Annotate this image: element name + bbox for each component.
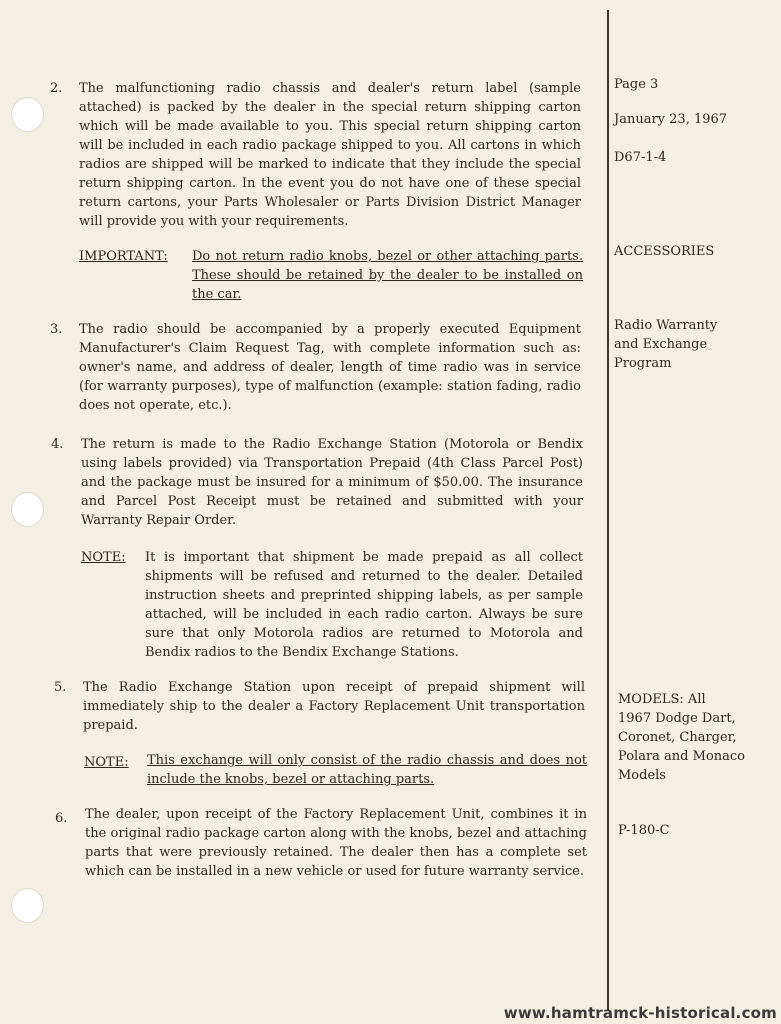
item-text: The Radio Exchange Station upon receipt of prepaid shipment will immediately ship to the dealer a Factory Replacement Unit transportation prepaid.: [83, 680, 585, 733]
item-number: 6.: [55, 811, 68, 826]
binder-hole: [11, 492, 44, 527]
item-number: 3.: [50, 322, 63, 337]
page-number: Page 3: [614, 77, 659, 92]
bulletin-category: ACCESSORIES: [614, 244, 715, 259]
item-text: The dealer, upon receipt of the Factory Replacement Unit, combines it in the original radio package carton along with the knobs, bezel and attaching parts that were previously retained. The dealer then has a complete set which can be installed in a new vehicle or used for future warranty service.: [85, 807, 587, 879]
item-number: 4.: [51, 437, 64, 452]
applicable-models: MODELS: All 1967 Dodge Dart, Coronet, Charger, Polara and Monaco Models: [618, 692, 745, 783]
note-label: NOTE:: [81, 550, 126, 565]
item-text: The malfunctioning radio chassis and dealer's return label (sample attached) is packed by the dealer in the special return shipping carton which will be made available to you. This special return shipping carton will be included in each radio package shipped to you. All cartons in which radios are shipped will be marked to indicate that they include the special return shipping carton. In the event you do not have one of these special return cartons, your Parts Wholesaler or Parts Division District Manager will provide you with your requirements.: [79, 81, 581, 229]
note-text: This exchange will only consist of the radio chassis and does not include the knobs, bezel or attaching parts.: [147, 753, 587, 787]
binder-hole: [11, 97, 44, 132]
bulletin-subject: Radio Warranty and Exchange Program: [614, 318, 718, 371]
bulletin-date: January 23, 1967: [614, 112, 728, 127]
item-text: The return is made to the Radio Exchange Station (Motorola or Bendix using labels provided) via Transportation Prepaid (4th Class Parcel Post) and the package must be insured for a minimum of $50.00. The insurance and Parcel Post Receipt must be retained and submitted with your Warranty Repair Order.: [81, 437, 583, 528]
note-label: NOTE:: [84, 755, 129, 770]
item-text: The radio should be accompanied by a properly executed Equipment Manufacturer's Claim Request Tag, with complete information such as: owner's name, and address of dealer, length of time radio was in service (for warranty purposes), type of malfunction (example: station fading, radio does not operate, etc.).: [79, 322, 581, 413]
note-text: Do not return radio knobs, bezel or other attaching parts. These should be retained by the dealer to be installed on the car.: [192, 249, 583, 302]
note-text: It is important that shipment be made prepaid as all collect shipments will be refused and returned to the dealer. Detailed instruction sheets and preprinted shipping labels, as per sample attached, will be included in each radio carton. Always be sure sure that only Motorola radios are returned to Motorola and Bendix radios to the Bendix Exchange Stations.: [145, 550, 583, 660]
column-divider: [607, 10, 609, 1010]
item-number: 5.: [54, 680, 67, 695]
binder-hole: [11, 888, 44, 923]
item-number: 2.: [50, 81, 63, 96]
bulletin-code: D67-1-4: [614, 150, 667, 165]
note-label: IMPORTANT:: [79, 249, 168, 264]
reference-code: P-180-C: [618, 823, 670, 838]
watermark-url: www.hamtramck-historical.com: [503, 1004, 777, 1022]
